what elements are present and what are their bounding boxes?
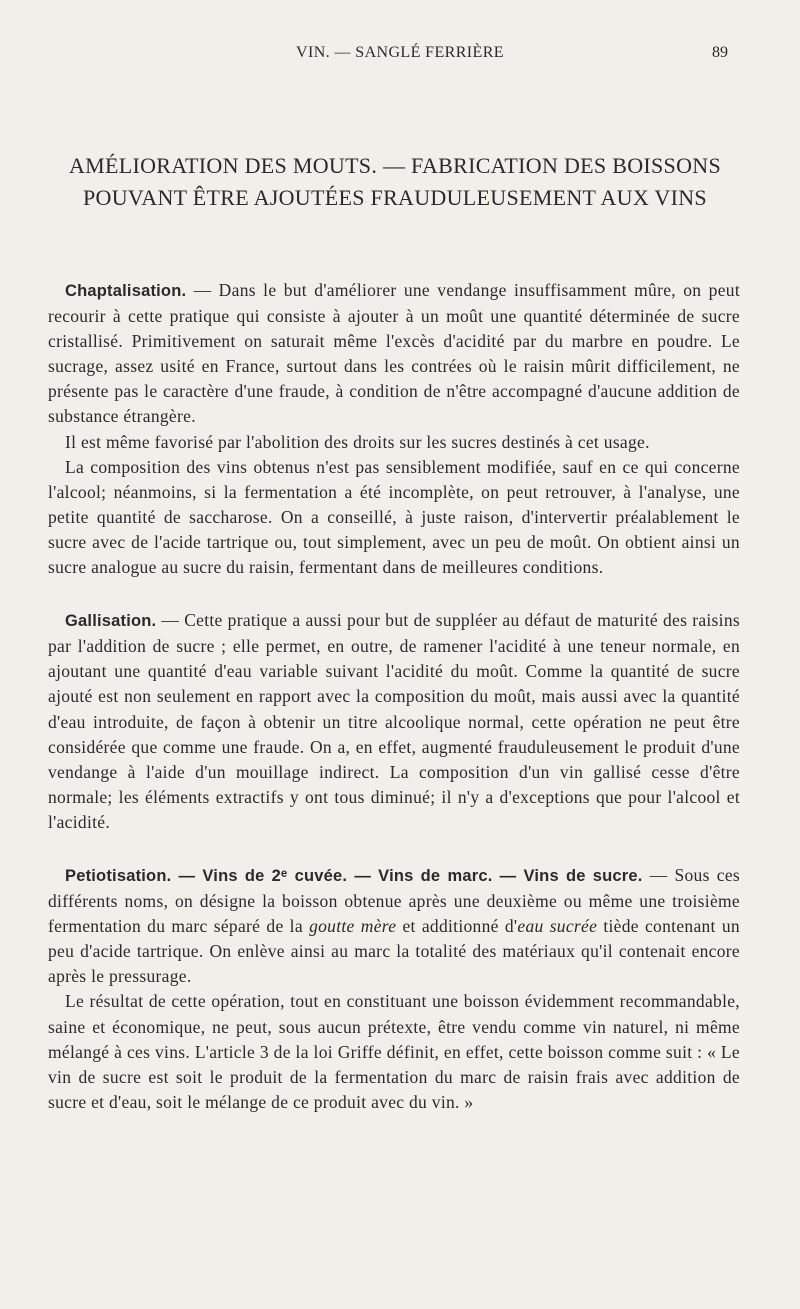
petiotisation-paragraph-2: Le résultat de cette opération, tout en constituant une boisson évidemment recommandable, saine et économique, ne peut, sous aucun prétexte, être vendu comme vin naturel, ni même mélangé à ces vins. L'article 3 de la loi Griffe définit, en effet, cette boisson comme suit : « Le vin de sucre est soit le produit de la fermentation du marc de raisin frais avec addition de sucre et d'eau, soit le mélange de ce produit avec du vin. » xyxy=(48,991,740,1112)
chaptalisation-paragraph-3: La composition des vins obtenus n'est pas sensiblement modifiée, sauf en ce qui concerne l'alcool; néanmoins, si la fermentation a été incomplète, on peut retrouver, à l'analyse, une petite quantité de saccharose. On a conseillé, à juste raison, d'intervertir préalablement le sucre avec de l'acide tartrique ou, tout simplement, avec un peu de moût. On obtient ainsi un sucre analogue au sucre du raisin, fermentant dans de meilleures conditions. xyxy=(48,456,740,578)
running-title: VIN. — SANGLÉ FERRIÈRE xyxy=(296,44,504,61)
petiotisation-heading: Petiotisation. — Vins de 2ᵉ cuvée. — Vins de marc. — Vins de sucre. xyxy=(65,866,643,885)
page-number: 89 xyxy=(712,44,728,61)
goutte-mere-italic: goutte mère xyxy=(309,916,397,937)
chapter-title-line-2: POUVANT ÊTRE AJOUTÉES FRAUDULEUSEMENT AUX VINS xyxy=(83,185,707,210)
eau-sucree-italic: eau sucrée xyxy=(517,916,598,937)
body-text xyxy=(48,278,740,1115)
petiotisation-text-b: et additionné d' xyxy=(396,916,518,937)
gallisation-text: — Cette pratique a aussi pour but de suppléer au défaut de maturité des raisins par l'addition de sucre ; elle permet, en outre, de ramener l'acidité à une teneur normale, en ajoutant une quantité d'eau variable suivant l'acidité du moût. Comme la quantité de sucre ajouté est non seulement en rapport avec la composition du moût, mais aussi avec la quantité d'eau introduite, de façon à obtenir un titre alcoolique normal, cette opération ne peut être considérée que comme une fraude. On a, en effet, augmenté frauduleusement le produit d'une vendange à l'aide d'un mouillage indirect. La composition d'un vin gallisé cesse d'être normale; les éléments extractifs y ont tous diminué; il n'y a d'exceptions que pour l'alcool et l'acidité. xyxy=(48,610,740,832)
chaptalisation-paragraph-1 xyxy=(48,278,740,430)
chaptalisation-text-1: — Dans le but d'améliorer une vendange insuffisamment mûre, on peut recourir à cette pratique qui consiste à ajouter à un moût une quantité déterminée de sucre cristallisé. Primitivement on saturait même l'excès d'acidité par du marbre en poudre. Le sucrage, assez usité en France, surtout dans les contrées où le raisin mûrit difficilement, ne présente pas le caractère d'une fraude, à condition de n'être accompagné d'aucune addition de substance étrangère. xyxy=(48,280,740,427)
gallisation-paragraph xyxy=(48,608,740,835)
chapter-title xyxy=(50,150,740,214)
chaptalisation-paragraph-2: Il est même favorisé par l'abolition des droits sur les sucres destinés à cet usage. xyxy=(65,431,650,452)
petiotisation-paragraph-1 xyxy=(48,863,740,989)
gallisation-heading: Gallisation. xyxy=(65,612,157,631)
chaptalisation-heading: Chaptalisation. xyxy=(65,282,187,300)
chapter-title-line-1: AMÉLIORATION DES MOUTS. — FABRICATION DES BOISSONS xyxy=(68,153,722,178)
petiotisation-text-a: — Sous ces différents noms, on désigne la boisson obtenue après une deuxième ou même une troisième fermentation du marc séparé de la xyxy=(48,864,741,937)
running-head xyxy=(0,44,800,68)
petiotisation-text-c: tiède contenant un peu d'acide tartrique. On enlève ainsi au marc la totalité des matériaux qu'il contenait encore après le pressurage. xyxy=(48,916,740,987)
